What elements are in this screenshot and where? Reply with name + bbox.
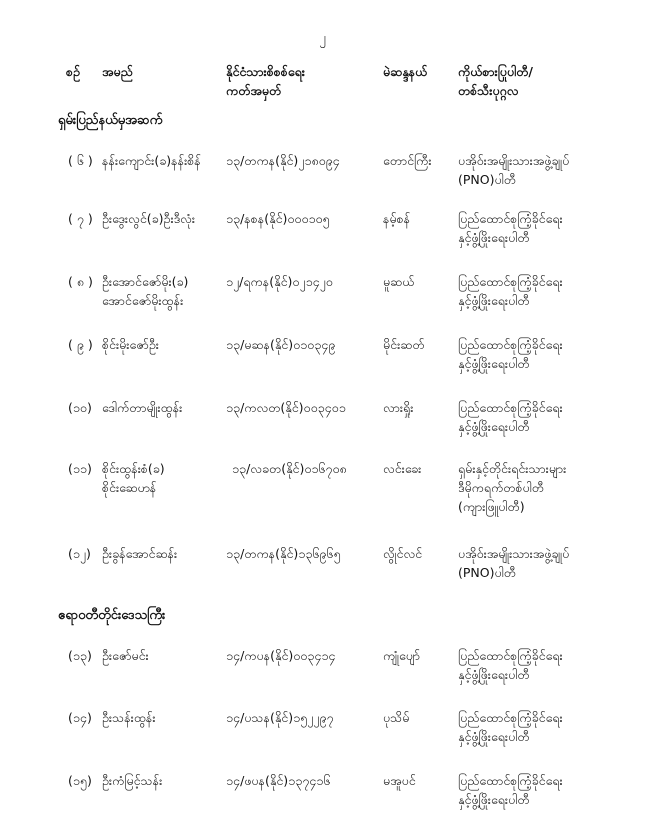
row-party: ပြည်ထောင်စုကြံ့ခိုင်ရေး နှင့်ဖွံ့ဖြိုးရေးပါတီ — [458, 337, 563, 371]
row-no: (၁၂) — [68, 546, 91, 561]
header-party: ကိုယ်စားပြုပါတီ/ တစ်သီးပုဂ္ဂလ — [458, 64, 533, 98]
row-id: ၁၄/ကပန(နိုင်)၀၀၃၄၁၄ — [226, 648, 336, 663]
section-title: ဧရာဝတီတိုင်းဒေသကြီး — [58, 608, 166, 623]
row-constituency: လားရှိုး — [383, 400, 414, 415]
row-no: (၁၃) — [68, 648, 92, 663]
row-party: ပြည်ထောင်စုကြံ့ခိုင်ရေး နှင့်ဖွံ့ဖြိုးရေးပါတီ — [458, 648, 563, 682]
row-party: ရှမ်းနှင့်တိုင်းရင်းသားများ ဒီမိုကရက်တစ်ပါတီ (ကျားဖြူပါတီ) — [458, 461, 567, 514]
row-constituency: မူဆယ် — [383, 274, 415, 289]
row-name: ဦးခွန်အောင်ဆန်း — [102, 546, 178, 561]
header-id: နိုင်ငံသားစိစစ်ရေး ကတ်အမှတ် — [226, 64, 305, 98]
header-no: စဉ် — [66, 64, 80, 79]
row-no: ( ၇ ) — [68, 211, 93, 226]
row-id: ၁၃/မဆန(နိုင်)၀၁၀၃၄၉ — [226, 337, 336, 352]
row-constituency: ပုသိမ် — [383, 710, 410, 725]
row-name: ဦးဇော်မင်း — [102, 648, 149, 663]
row-constituency: နမ့်စန် — [383, 211, 411, 226]
row-no: (၁၁) — [68, 461, 92, 476]
row-party: ပြည်ထောင်စုကြံ့ခိုင်ရေး နှင့်ဖွံ့ဖြိုးရေးပါတီ — [458, 211, 563, 245]
row-id: ၁၃/တကန(နိုင်)၁၃၆၉၆၅ — [226, 546, 341, 561]
row-id: ၁၃/တကန(နိုင်)၂၁၈၀၉၄ — [226, 153, 340, 168]
row-id: ၁၃/နစန(နိုင်)၀၀၀၁၀၅ — [226, 211, 330, 226]
row-name: စိုင်းမိုးဇော်ဦး — [102, 337, 159, 352]
row-constituency: လွိုင်လင် — [383, 546, 423, 561]
row-name: ဒေါက်တာမျိုးထွန်း — [102, 400, 183, 415]
row-no: (၁၄) — [68, 710, 92, 725]
row-party: ပြည်ထောင်စုကြံ့ခိုင်ရေး နှင့်ဖွံ့ဖြိုးရေးပါတီ — [458, 274, 563, 308]
row-id: ၁၃/ကလတ(နိုင်)၀၀၃၄၀၁ — [226, 400, 346, 415]
row-no: ( ၆ ) — [68, 153, 93, 168]
row-name: ဦးဒွေးလွင်(ခ)ဦးဒီလုံး — [102, 211, 196, 226]
row-name: ဦးအောင်ဇော်မိုး(ခ) အောင်ဇော်မိုးထွန်း — [102, 274, 189, 308]
row-name: နန်းကျောင်း(ခ)နန်းစိန် — [102, 153, 201, 168]
row-constituency: မအူပင် — [383, 773, 416, 788]
row-id: ၁၃/လခတ(နိုင်)၀၁၆၇၀၈ — [232, 461, 347, 476]
header-constituency: မဲဆန္ဒနယ် — [383, 64, 428, 79]
row-party: ပြည်ထောင်စုကြံ့ခိုင်ရေး နှင့်ဖွံ့ဖြိုးရေးပါတီ — [458, 773, 563, 807]
row-party: ပအိုဝ်းအမျိုးသားအဖွဲ့ချုပ် (PNO)ပါတီ — [458, 153, 570, 187]
row-no: ( ၈ ) — [68, 274, 93, 289]
row-no: (၁၅) — [68, 773, 92, 788]
row-party: ပြည်ထောင်စုကြံ့ခိုင်ရေး နှင့်ဖွံ့ဖြိုးရေးပါတီ — [458, 710, 563, 744]
row-constituency: တောင်ကြီး — [383, 153, 432, 168]
row-name: ဦးကံမြင့်သန်း — [102, 773, 163, 788]
row-party: ပအိုဝ်းအမျိုးသားအဖွဲ့ချုပ် (PNO)ပါတီ — [458, 546, 570, 580]
row-id: ၁၄/ဖပန(နိုင်)၁၃၇၄၁၆ — [226, 773, 331, 788]
header-name: အမည် — [102, 64, 133, 79]
row-name: ဦးသန်းထွန်း — [102, 710, 156, 725]
section-title: ရှမ်းပြည်နယ်မှအဆက် — [58, 113, 163, 128]
row-id: ၁၄/ပသန(နိုင်)၁၅၂၂၉၇ — [226, 710, 334, 725]
row-id: ၁၂/ရကန(နိုင်)၀၂၁၄၂၀ — [226, 274, 333, 289]
row-no: ( ၉ ) — [68, 337, 93, 352]
row-constituency: လင်းခေး — [383, 461, 422, 476]
row-no: (၁၀) — [68, 400, 92, 415]
row-constituency: ကျုံပျော် — [383, 648, 421, 663]
row-constituency: မိုင်းဆတ် — [383, 337, 425, 352]
row-party: ပြည်ထောင်စုကြံ့ခိုင်ရေး နှင့်ဖွံ့ဖြိုးရေးပါတီ — [458, 400, 563, 434]
page-number: ၂ — [319, 31, 326, 46]
row-name: စိုင်းထွန်းစံ(ခ) စိုင်းဆေဟန် — [102, 461, 165, 495]
